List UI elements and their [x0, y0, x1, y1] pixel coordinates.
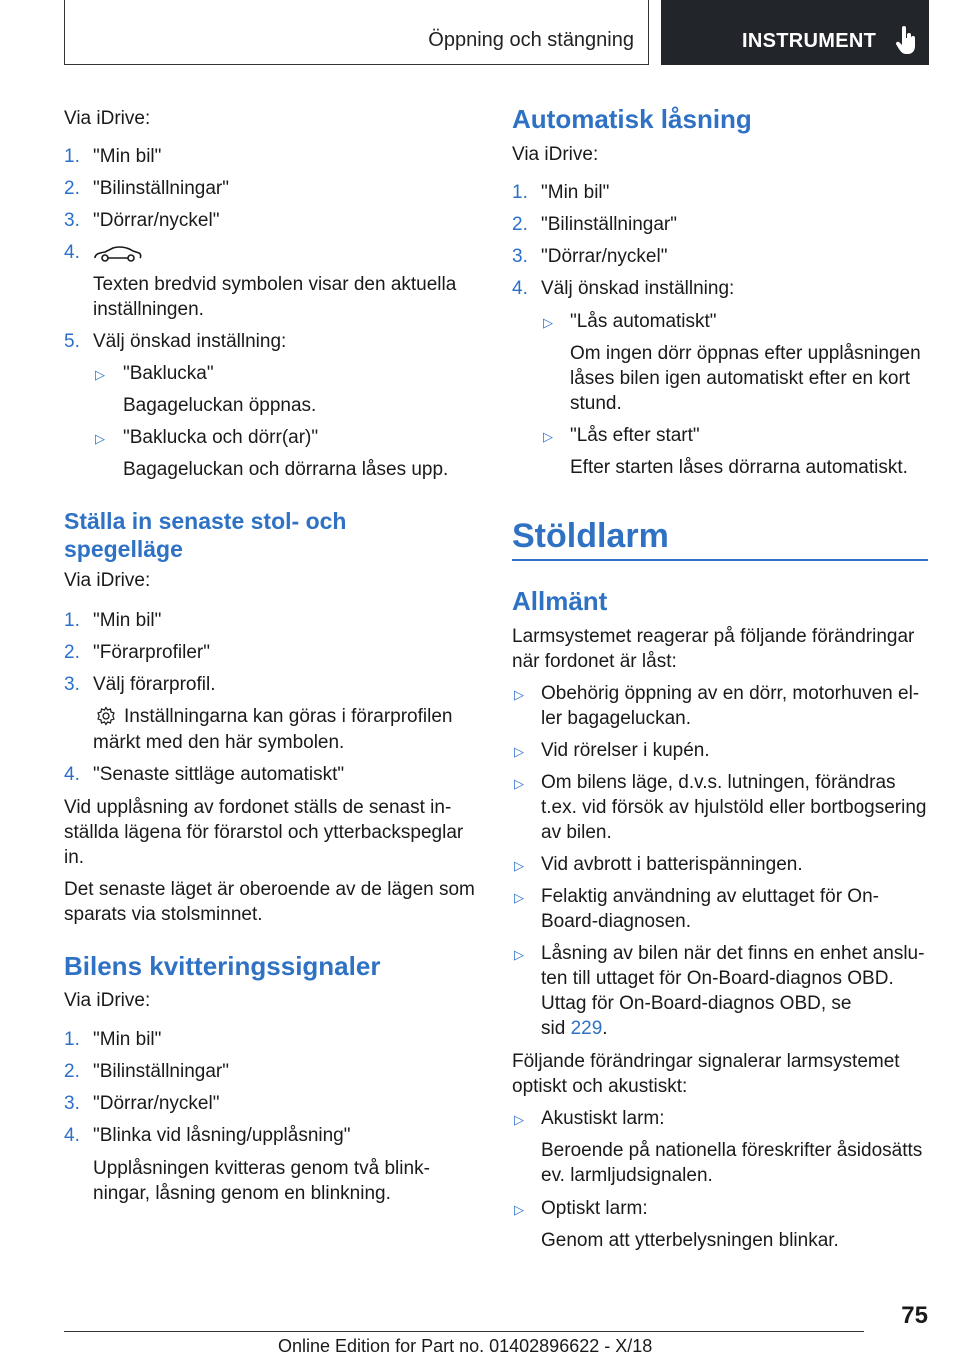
step-number: 3. — [64, 1093, 80, 1114]
bullet-triangle-icon: ▷ — [543, 429, 553, 444]
option-text: "Lås efter start" — [570, 425, 700, 446]
step-number: 4. — [64, 1125, 80, 1146]
bullet-text: Obehörig öppning av en dörr, motorhuven el‐ — [541, 683, 920, 704]
page-ref-suffix: . — [602, 1018, 608, 1039]
bullet-text: av bilen. — [541, 822, 612, 843]
section-title: Öppning och stängning — [428, 29, 634, 51]
paragraph: Larmsystemet reagerar på följande förändringar — [512, 626, 915, 647]
step-number: 1. — [64, 610, 80, 631]
option-desc: Bagageluckan öppnas. — [123, 395, 317, 416]
step-number: 3. — [512, 246, 528, 267]
step-number: 3. — [64, 210, 80, 231]
bullet-text: Optiskt larm: — [541, 1198, 648, 1219]
car-icon — [93, 245, 143, 263]
step-text: "Bilinställningar" — [541, 214, 677, 235]
step-desc: Texten bredvid symbolen visar den aktuella — [93, 274, 457, 295]
step-number: 2. — [64, 642, 80, 663]
bullet-triangle-icon: ▷ — [95, 367, 105, 382]
footer-rule — [64, 1331, 864, 1332]
step-text: "Min bil" — [541, 182, 610, 203]
bullet-text: t.ex. vid försök av hjulstöld eller bortbogsering — [541, 797, 927, 818]
step-number: 2. — [512, 214, 528, 235]
step-desc: ningar, låsning genom en blinkning. — [93, 1183, 391, 1204]
step-number: 3. — [64, 674, 80, 695]
step-number: 1. — [512, 182, 528, 203]
step-desc: Upplåsningen kvitteras genom två blink‐ — [93, 1158, 430, 1179]
step-desc: inställningen. — [93, 299, 204, 320]
section-heading: Ställa in senaste stol- och — [64, 508, 347, 534]
footer-edition: Online Edition for Part no. 01402896622 - X/18 — [278, 1336, 653, 1356]
step-number: 4. — [512, 278, 528, 299]
step-text: "Min bil" — [93, 1029, 162, 1050]
hand-pointer-icon — [896, 26, 916, 54]
settings-gear-icon — [96, 706, 116, 726]
step-text: "Min bil" — [93, 610, 162, 631]
bullet-triangle-icon: ▷ — [514, 744, 524, 759]
option-text: "Baklucka" — [123, 363, 214, 384]
bullet-text: Vid avbrott i batterispänningen. — [541, 854, 803, 875]
page-ref-prefix: sid — [541, 1018, 571, 1039]
paragraph: Vid upplåsning av fordonet ställs de senast in‐ — [64, 797, 452, 818]
step-text: Välj önskad inställning: — [541, 278, 735, 299]
bullet-text: Om bilens läge, d.v.s. lutningen, förändras — [541, 772, 896, 793]
chapter-tab-label: INSTRUMENT — [742, 30, 877, 52]
paragraph: Det senaste läget är oberoende av de lägen som — [64, 879, 475, 900]
bullet-text: Vid rörelser i kupén. — [541, 740, 710, 761]
step-text: Välj önskad inställning: — [93, 331, 287, 352]
step-number: 2. — [64, 1061, 80, 1082]
step-number: 4. — [64, 764, 80, 785]
bullet-desc: Beroende på nationella föreskrifter åsidosätts — [541, 1140, 923, 1161]
page-ref-link[interactable]: 229 — [570, 1018, 603, 1039]
sub-heading: Allmänt — [512, 586, 608, 616]
bullet-triangle-icon: ▷ — [543, 315, 553, 330]
chapter-rule — [512, 559, 928, 561]
paragraph: sparats via stolsminnet. — [64, 904, 263, 925]
bullet-desc: Genom att ytterbelysningen blinkar. — [541, 1230, 839, 1251]
paragraph: optiskt och akustiskt: — [512, 1076, 688, 1097]
bullet-triangle-icon: ▷ — [514, 687, 524, 702]
section-heading: Automatisk låsning — [512, 104, 752, 134]
paragraph: in. — [64, 847, 85, 868]
bullet-triangle-icon: ▷ — [514, 858, 524, 873]
bullet-text: Akustiskt larm: — [541, 1108, 665, 1129]
note-text: Inställningarna kan göras i förarprofilen — [124, 706, 453, 727]
bullet-text: Uttag för On-Board-diagnos OBD, se — [541, 993, 852, 1014]
option-desc: låses bilen igen automatiskt efter en kort — [570, 368, 911, 389]
paragraph: ställda lägena för förarstol och ytterbackspeglar — [64, 822, 464, 843]
bullet-triangle-icon: ▷ — [95, 431, 105, 446]
step-number: 1. — [64, 1029, 80, 1050]
option-desc: Efter starten låses dörrarna automatiskt. — [570, 457, 908, 478]
bullet-text: ten till uttaget för On-Board-diagnos OBD. — [541, 968, 894, 989]
step-text: "Dörrar/nyckel" — [93, 210, 220, 231]
step-text: "Senaste sittläge automatiskt" — [93, 764, 345, 785]
section-heading: Bilens kvitteringssignaler — [64, 951, 381, 981]
bullet-text: Felaktig användning av eluttaget för On- — [541, 886, 879, 907]
bullet-triangle-icon: ▷ — [514, 947, 524, 962]
note-text: märkt med den här symbolen. — [93, 732, 345, 753]
section-heading: spegelläge — [64, 536, 183, 562]
bullet-text: Låsning av bilen när det finns en enhet anslu‐ — [541, 943, 925, 964]
option-desc: Om ingen dörr öppnas efter upplåsningen — [570, 343, 921, 364]
step-number: 1. — [64, 146, 80, 167]
intro-text: Via iDrive: — [64, 990, 151, 1011]
step-text: "Bilinställningar" — [93, 1061, 229, 1082]
step-text: "Dörrar/nyckel" — [541, 246, 668, 267]
option-text: "Baklucka och dörr(ar)" — [123, 427, 319, 448]
step-number: 5. — [64, 331, 80, 352]
step-text: "Blinka vid låsning/upplåsning" — [93, 1125, 351, 1146]
page-number: 75 — [901, 1302, 928, 1329]
paragraph: när fordonet är låst: — [512, 651, 677, 672]
option-desc: stund. — [570, 393, 622, 414]
option-desc: Bagageluckan och dörrarna låses upp. — [123, 459, 449, 480]
bullet-triangle-icon: ▷ — [514, 1202, 524, 1217]
step-text: "Bilinställningar" — [93, 178, 229, 199]
intro-text: Via iDrive: — [64, 570, 151, 591]
step-text: Välj förarprofil. — [93, 674, 216, 695]
step-text: "Förarprofiler" — [93, 642, 210, 663]
bullet-text: Board-diagnosen. — [541, 911, 691, 932]
bullet-triangle-icon: ▷ — [514, 890, 524, 905]
step-text: "Dörrar/nyckel" — [93, 1093, 220, 1114]
intro-text: Via iDrive: — [512, 144, 599, 165]
bullet-text — [541, 1016, 608, 1041]
bullet-text: ler bagageluckan. — [541, 708, 691, 729]
intro-text: Via iDrive: — [64, 108, 151, 129]
step-number: 4. — [64, 242, 80, 263]
header-section-box — [64, 0, 649, 65]
bullet-triangle-icon: ▷ — [514, 776, 524, 791]
chapter-tab[interactable] — [661, 0, 929, 65]
bullet-desc: ev. larmljudsignalen. — [541, 1165, 713, 1186]
step-text: "Min bil" — [93, 146, 162, 167]
option-text: "Lås automatiskt" — [570, 311, 717, 332]
paragraph: Följande förändringar signalerar larmsystemet — [512, 1051, 900, 1072]
bullet-triangle-icon: ▷ — [514, 1112, 524, 1127]
chapter-heading: Stöldlarm — [512, 517, 669, 555]
step-number: 2. — [64, 178, 80, 199]
